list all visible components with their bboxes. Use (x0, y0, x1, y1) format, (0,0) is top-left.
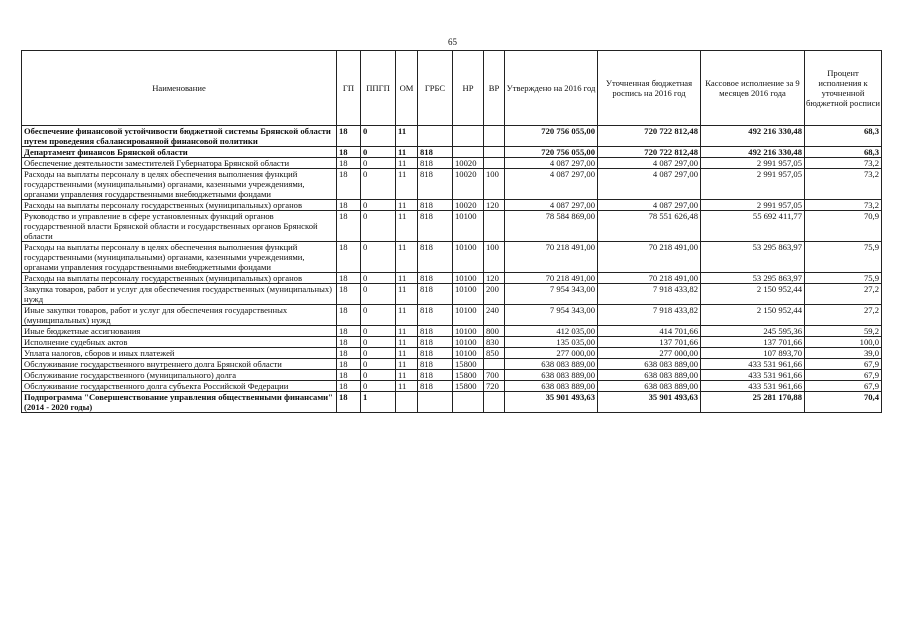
cell-ppgp: 1 (361, 392, 396, 413)
cell-nr: 10020 (453, 158, 484, 169)
cell-ppgp: 0 (361, 326, 396, 337)
cell-grbs (418, 126, 453, 147)
cell-percent: 67,9 (805, 381, 882, 392)
cell-approved: 412 035,00 (505, 326, 598, 337)
cell-name: Департамент финансов Брянской области (22, 147, 337, 158)
cell-ppgp: 0 (361, 169, 396, 200)
cell-refined: 7 918 433,82 (598, 284, 701, 305)
cell-om: 11 (396, 200, 418, 211)
cell-percent: 70,4 (805, 392, 882, 413)
cell-name: Расходы на выплаты персоналу государственных (муниципальных) органов (22, 273, 337, 284)
cell-om: 11 (396, 370, 418, 381)
cell-cash: 53 295 863,97 (701, 273, 805, 284)
cell-gp: 18 (337, 200, 361, 211)
cell-cash: 2 991 957,05 (701, 158, 805, 169)
cell-gp: 18 (337, 211, 361, 242)
cell-percent: 68,3 (805, 147, 882, 158)
cell-refined: 4 087 297,00 (598, 158, 701, 169)
header-grbs: ГРБС (418, 51, 453, 126)
cell-vr: 240 (484, 305, 505, 326)
cell-percent: 100,0 (805, 337, 882, 348)
table-row (22, 337, 882, 348)
cell-om: 11 (396, 126, 418, 147)
cell-approved: 720 756 055,00 (505, 126, 598, 147)
cell-grbs: 818 (418, 147, 453, 158)
cell-name: Иные бюджетные ассигнования (22, 326, 337, 337)
cell-nr: 10100 (453, 273, 484, 284)
cell-cash: 2 150 952,44 (701, 284, 805, 305)
cell-vr: 200 (484, 284, 505, 305)
cell-refined: 70 218 491,00 (598, 273, 701, 284)
table-header (22, 51, 882, 126)
cell-percent: 27,2 (805, 284, 882, 305)
cell-name: Исполнение судебных актов (22, 337, 337, 348)
cell-name: Обслуживание государственного долга субъекта Российской Федерации (22, 381, 337, 392)
cell-ppgp: 0 (361, 305, 396, 326)
cell-ppgp: 0 (361, 381, 396, 392)
cell-om: 11 (396, 359, 418, 370)
cell-name: Уплата налогов, сборов и иных платежей (22, 348, 337, 359)
cell-approved: 277 000,00 (505, 348, 598, 359)
cell-om: 11 (396, 337, 418, 348)
cell-ppgp: 0 (361, 359, 396, 370)
cell-approved: 638 083 889,00 (505, 359, 598, 370)
table-row (22, 126, 882, 147)
cell-nr: 10020 (453, 200, 484, 211)
cell-nr: 10100 (453, 337, 484, 348)
cell-approved: 70 218 491,00 (505, 273, 598, 284)
cell-approved: 135 035,00 (505, 337, 598, 348)
cell-vr (484, 359, 505, 370)
cell-percent: 73,2 (805, 200, 882, 211)
cell-approved: 35 901 493,63 (505, 392, 598, 413)
header-approved: Утверждено на 2016 год (505, 51, 598, 126)
cell-vr: 720 (484, 381, 505, 392)
header-ppgp: ППГП (361, 51, 396, 126)
table-row (22, 169, 882, 200)
cell-refined: 7 918 433,82 (598, 305, 701, 326)
cell-grbs: 818 (418, 337, 453, 348)
cell-grbs: 818 (418, 200, 453, 211)
cell-om: 11 (396, 348, 418, 359)
cell-percent: 73,2 (805, 158, 882, 169)
cell-cash: 2 991 957,05 (701, 169, 805, 200)
cell-vr: 120 (484, 200, 505, 211)
header-refined: Уточненная бюджетная роспись на 2016 год (598, 51, 701, 126)
header-gp: ГП (337, 51, 361, 126)
table-row (22, 326, 882, 337)
cell-gp: 18 (337, 305, 361, 326)
cell-ppgp: 0 (361, 370, 396, 381)
cell-vr: 700 (484, 370, 505, 381)
cell-vr: 830 (484, 337, 505, 348)
header-nr: НР (453, 51, 484, 126)
cell-om: 11 (396, 326, 418, 337)
cell-om: 11 (396, 242, 418, 273)
cell-nr: 10100 (453, 305, 484, 326)
cell-refined: 414 701,66 (598, 326, 701, 337)
cell-grbs: 818 (418, 359, 453, 370)
cell-gp: 18 (337, 392, 361, 413)
cell-ppgp: 0 (361, 211, 396, 242)
cell-approved: 4 087 297,00 (505, 158, 598, 169)
cell-om: 11 (396, 169, 418, 200)
cell-name: Обслуживание государственного (муниципального) долга (22, 370, 337, 381)
cell-gp: 18 (337, 326, 361, 337)
cell-gp: 18 (337, 381, 361, 392)
cell-approved: 7 954 343,00 (505, 284, 598, 305)
cell-approved: 638 083 889,00 (505, 370, 598, 381)
cell-gp: 18 (337, 348, 361, 359)
cell-nr: 10100 (453, 326, 484, 337)
cell-cash: 2 150 952,44 (701, 305, 805, 326)
cell-ppgp: 0 (361, 284, 396, 305)
cell-approved: 78 584 869,00 (505, 211, 598, 242)
cell-gp: 18 (337, 242, 361, 273)
cell-ppgp: 0 (361, 147, 396, 158)
cell-cash: 492 216 330,48 (701, 147, 805, 158)
cell-nr: 10100 (453, 242, 484, 273)
cell-vr: 120 (484, 273, 505, 284)
cell-grbs: 818 (418, 284, 453, 305)
cell-nr: 15800 (453, 370, 484, 381)
table-row (22, 273, 882, 284)
table-row (22, 370, 882, 381)
cell-name: Расходы на выплаты персоналу в целях обеспечения выполнения функций государственными (муниципальными) органами, казенными учреждениями, органами управления государственными внебюджетными фондами (22, 242, 337, 273)
cell-cash: 107 893,70 (701, 348, 805, 359)
cell-refined: 720 722 812,48 (598, 147, 701, 158)
cell-vr (484, 211, 505, 242)
cell-percent: 68,3 (805, 126, 882, 147)
cell-nr: 10100 (453, 211, 484, 242)
cell-gp: 18 (337, 169, 361, 200)
cell-ppgp: 0 (361, 348, 396, 359)
cell-nr (453, 126, 484, 147)
cell-name: Расходы на выплаты персоналу в целях обеспечения выполнения функций государственными (муниципальными) органами, казенными учреждениями, органами управления государственными внебюджетными фондами (22, 169, 337, 200)
table-row (22, 348, 882, 359)
cell-grbs: 818 (418, 348, 453, 359)
cell-percent: 59,2 (805, 326, 882, 337)
cell-refined: 70 218 491,00 (598, 242, 701, 273)
cell-name: Закупка товаров, работ и услуг для обеспечения государственных (муниципальных) нужд (22, 284, 337, 305)
table-row (22, 200, 882, 211)
cell-gp: 18 (337, 158, 361, 169)
cell-vr: 100 (484, 169, 505, 200)
cell-om: 11 (396, 284, 418, 305)
cell-gp: 18 (337, 337, 361, 348)
cell-percent: 75,9 (805, 242, 882, 273)
cell-refined: 720 722 812,48 (598, 126, 701, 147)
cell-approved: 4 087 297,00 (505, 200, 598, 211)
cell-grbs: 818 (418, 305, 453, 326)
cell-percent: 39,0 (805, 348, 882, 359)
cell-ppgp: 0 (361, 158, 396, 169)
cell-om: 11 (396, 211, 418, 242)
cell-approved: 7 954 343,00 (505, 305, 598, 326)
cell-approved: 70 218 491,00 (505, 242, 598, 273)
header-vr: ВР (484, 51, 505, 126)
cell-gp: 18 (337, 126, 361, 147)
header-om: ОМ (396, 51, 418, 126)
cell-percent: 67,9 (805, 359, 882, 370)
cell-cash: 433 531 961,66 (701, 381, 805, 392)
cell-cash: 433 531 961,66 (701, 370, 805, 381)
cell-percent: 67,9 (805, 370, 882, 381)
cell-name: Подпрограмма "Совершенствование управления общественными финансами" (2014 - 2020 годы) (22, 392, 337, 413)
cell-gp: 18 (337, 359, 361, 370)
cell-nr: 15800 (453, 359, 484, 370)
cell-nr (453, 392, 484, 413)
cell-refined: 78 551 626,48 (598, 211, 701, 242)
cell-cash: 25 281 170,88 (701, 392, 805, 413)
cell-vr (484, 147, 505, 158)
cell-grbs: 818 (418, 242, 453, 273)
cell-refined: 4 087 297,00 (598, 200, 701, 211)
cell-vr (484, 158, 505, 169)
header-cash: Кассовое исполнение за 9 месяцев 2016 года (701, 51, 805, 126)
cell-vr (484, 392, 505, 413)
cell-refined: 4 087 297,00 (598, 169, 701, 200)
budget-execution-table (21, 50, 882, 413)
cell-refined: 638 083 889,00 (598, 381, 701, 392)
cell-nr: 15800 (453, 381, 484, 392)
cell-cash: 2 991 957,05 (701, 200, 805, 211)
table-body (22, 126, 882, 413)
cell-approved: 638 083 889,00 (505, 381, 598, 392)
page-number: 65 (448, 37, 457, 47)
table-row (22, 242, 882, 273)
table-row (22, 381, 882, 392)
table-row (22, 158, 882, 169)
cell-om: 11 (396, 305, 418, 326)
cell-ppgp: 0 (361, 273, 396, 284)
cell-grbs: 818 (418, 169, 453, 200)
cell-om: 11 (396, 158, 418, 169)
cell-grbs: 818 (418, 211, 453, 242)
header-name: Наименование (22, 51, 337, 126)
cell-nr (453, 147, 484, 158)
cell-vr: 800 (484, 326, 505, 337)
cell-name: Расходы на выплаты персоналу государственных (муниципальных) органов (22, 200, 337, 211)
cell-name: Руководство и управление в сфере установленных функций органов государственной власти Брянской области и государственных органов Брянской области (22, 211, 337, 242)
cell-name: Обслуживание государственного внутреннего долга Брянской области (22, 359, 337, 370)
cell-percent: 27,2 (805, 305, 882, 326)
cell-grbs: 818 (418, 381, 453, 392)
table-row (22, 305, 882, 326)
cell-grbs: 818 (418, 370, 453, 381)
cell-name: Обеспечение финансовой устойчивости бюджетной системы Брянской области путем проведения сбалансированной финансовой политики (22, 126, 337, 147)
cell-grbs: 818 (418, 273, 453, 284)
cell-refined: 35 901 493,63 (598, 392, 701, 413)
cell-vr: 100 (484, 242, 505, 273)
cell-cash: 137 701,66 (701, 337, 805, 348)
cell-percent: 70,9 (805, 211, 882, 242)
cell-gp: 18 (337, 147, 361, 158)
cell-refined: 638 083 889,00 (598, 359, 701, 370)
cell-nr: 10020 (453, 169, 484, 200)
cell-approved: 4 087 297,00 (505, 169, 598, 200)
cell-ppgp: 0 (361, 337, 396, 348)
cell-vr: 850 (484, 348, 505, 359)
table-row (22, 392, 882, 413)
cell-grbs: 818 (418, 326, 453, 337)
cell-om: 11 (396, 147, 418, 158)
cell-om: 11 (396, 381, 418, 392)
cell-grbs: 818 (418, 158, 453, 169)
cell-ppgp: 0 (361, 126, 396, 147)
table-row (22, 284, 882, 305)
cell-gp: 18 (337, 370, 361, 381)
cell-grbs (418, 392, 453, 413)
cell-om (396, 392, 418, 413)
cell-gp: 18 (337, 284, 361, 305)
cell-cash: 492 216 330,48 (701, 126, 805, 147)
cell-percent: 73,2 (805, 169, 882, 200)
cell-ppgp: 0 (361, 200, 396, 211)
cell-cash: 53 295 863,97 (701, 242, 805, 273)
cell-cash: 433 531 961,66 (701, 359, 805, 370)
cell-cash: 245 595,36 (701, 326, 805, 337)
cell-gp: 18 (337, 273, 361, 284)
cell-refined: 137 701,66 (598, 337, 701, 348)
cell-vr (484, 126, 505, 147)
cell-percent: 75,9 (805, 273, 882, 284)
cell-om: 11 (396, 273, 418, 284)
cell-nr: 10100 (453, 284, 484, 305)
cell-refined: 638 083 889,00 (598, 370, 701, 381)
cell-ppgp: 0 (361, 242, 396, 273)
table-row (22, 147, 882, 158)
table-row (22, 211, 882, 242)
cell-nr: 10100 (453, 348, 484, 359)
table-row (22, 359, 882, 370)
cell-approved: 720 756 055,00 (505, 147, 598, 158)
cell-refined: 277 000,00 (598, 348, 701, 359)
cell-name: Иные закупки товаров, работ и услуг для обеспечения государственных (муниципальных) нужд (22, 305, 337, 326)
header-percent: Процент исполнения к уточненной бюджетной росписи (805, 51, 882, 126)
cell-name: Обеспечение деятельности заместителей Губернатора Брянской области (22, 158, 337, 169)
cell-cash: 55 692 411,77 (701, 211, 805, 242)
